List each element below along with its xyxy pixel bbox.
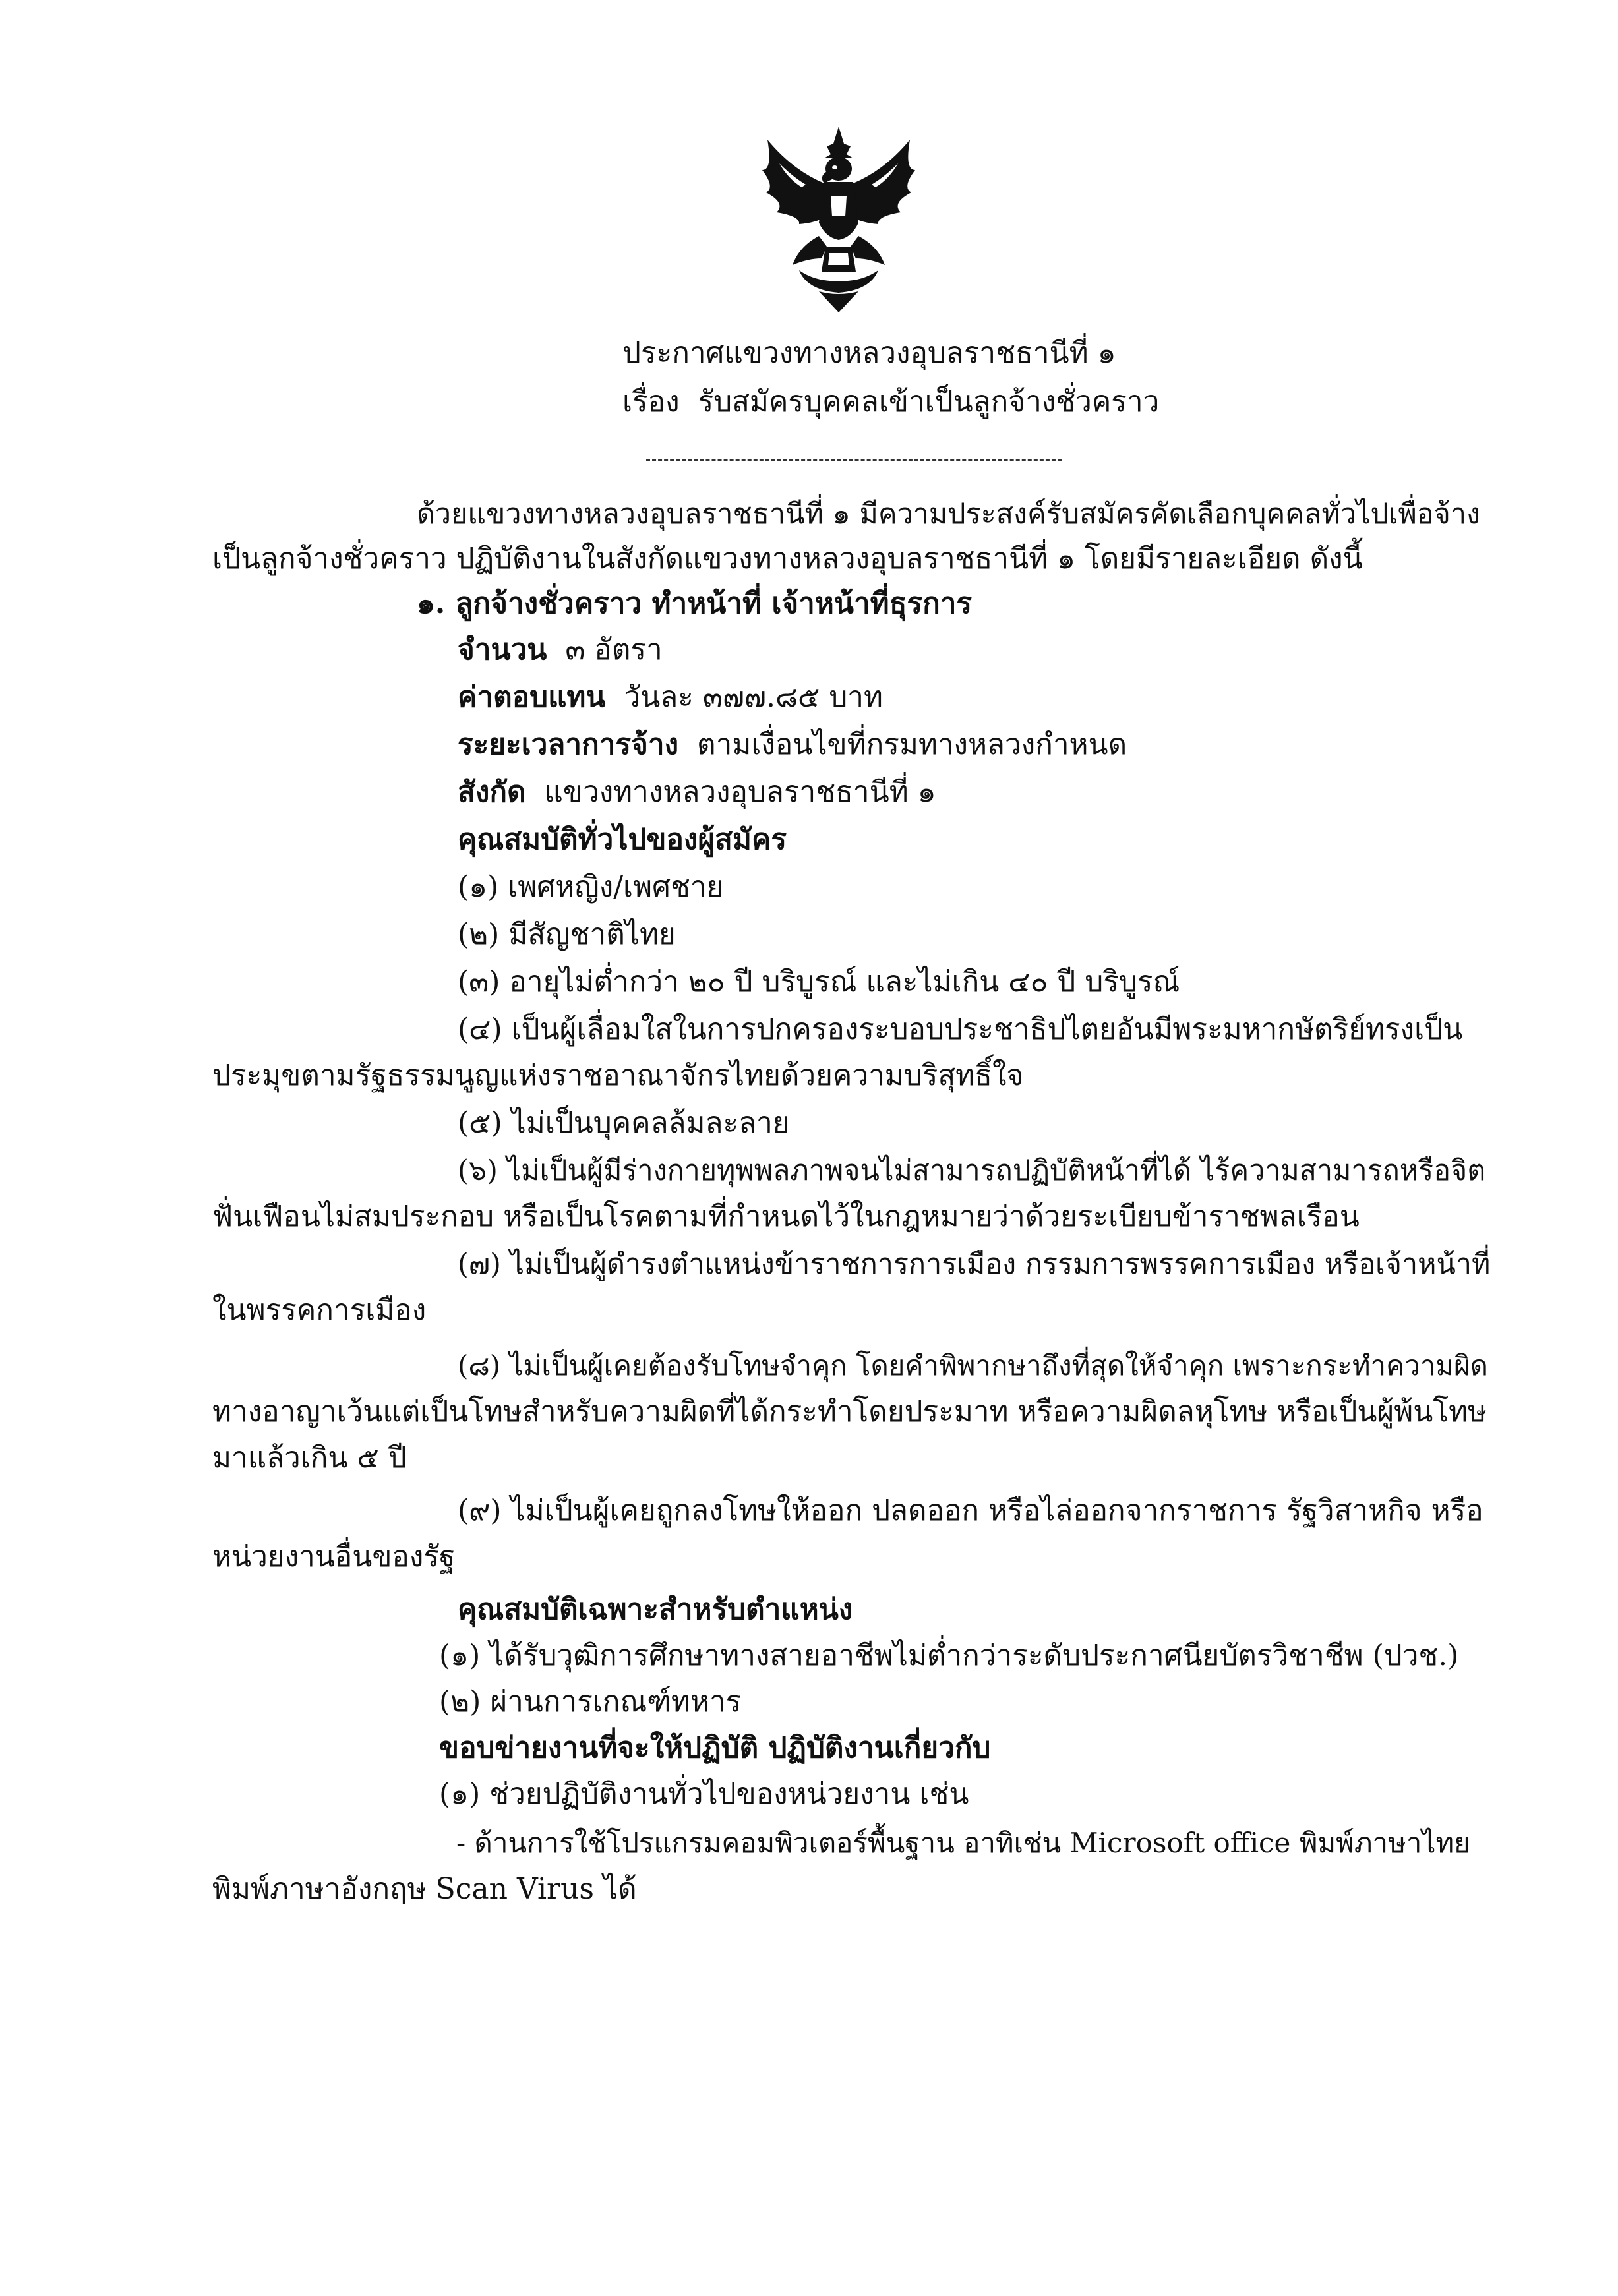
intro-line-1: ด้วยแขวงทางหลวงอุบลราชธานีที่ ๑ มีความประสงค์รับสมัครคัดเลือกบุคคลทั่วไปเพื่อจ้าง xyxy=(417,498,1480,531)
qualification-6-line-2: ฟั่นเฟือนไม่สมประกอบ หรือเป็นโรคตามที่กำหนดไว้ในกฎหมายว่าด้วยระเบียบข้าราชพลเรือน xyxy=(212,1200,1360,1233)
subject-text: รับสมัครบุคคลเข้าเป็นลูกจ้างชั่วคราว xyxy=(698,385,1160,419)
unit-label: สังกัด xyxy=(458,775,526,809)
position-count xyxy=(458,632,663,668)
period-label: ระยะเวลาการจ้าง xyxy=(458,728,679,761)
dashed-divider xyxy=(646,459,1062,461)
position-unit xyxy=(458,774,936,811)
qualification-7-line-2: ในพรรคการเมือง xyxy=(212,1293,427,1327)
position-period xyxy=(458,726,1127,763)
period-value: ตามเงื่อนไขที่กรมทางหลวงกำหนด xyxy=(697,728,1127,761)
position-pay xyxy=(458,679,883,716)
pay-value: วันละ ๓๗๗.๘๕ บาท xyxy=(624,680,883,714)
qualification-8-line-3: มาแล้วเกิน ๕ ปี xyxy=(212,1441,407,1475)
subject-prefix: เรื่อง xyxy=(622,385,680,419)
position-heading: ๑. ลูกจ้างชั่วคราว ทำหน้าที่ เจ้าหน้าที่ธุรการ xyxy=(417,587,973,620)
qualification-9-line-2: หน่วยงานอื่นของรัฐ xyxy=(212,1540,456,1574)
qualification-6-line-1: (๖) ไม่เป็นผู้มีร่างกายทุพพลภาพจนไม่สามารถปฏิบัติหน้าที่ได้ ไร้ความสามารถหรือจิต xyxy=(458,1154,1486,1187)
specific-qualification-1: (๑) ได้รับวุฒิการศึกษาทางสายอาชีพไม่ต่ำกว่าระดับประกาศนียบัตรวิชาชีพ (ปวช.) xyxy=(439,1639,1459,1672)
scope-heading: ขอบข่ายงานที่จะให้ปฏิบัติ ปฏิบัติงานเกี่ยวกับ xyxy=(439,1731,991,1765)
announcement-subject xyxy=(622,384,1159,421)
scope-item-1: (๑) ช่วยปฏิบัติงานทั่วไปของหน่วยงาน เช่น xyxy=(439,1777,969,1811)
qualification-9-line-1: (๙) ไม่เป็นผู้เคยถูกลงโทษให้ออก ปลดออก หรือไล่ออกจากราชการ รัฐวิสาหกิจ หรือ xyxy=(458,1494,1483,1527)
qualification-7-line-1: (๗) ไม่เป็นผู้ดำรงตำแหน่งข้าราชการการเมือง กรรมการพรรคการเมือง หรือเจ้าหน้าที่ xyxy=(458,1248,1491,1281)
garuda-emblem-icon xyxy=(753,124,924,315)
qualification-5: (๕) ไม่เป็นบุคคลล้มละลาย xyxy=(458,1106,790,1140)
qualification-1: (๑) เพศหญิง/เพศชาย xyxy=(458,870,724,904)
qualification-3: (๓) อายุไม่ต่ำกว่า ๒๐ ปี บริบูรณ์ และไม่เกิน ๔๐ ปี บริบูรณ์ xyxy=(458,965,1180,999)
scope-item-1a-line-2: พิมพ์ภาษาอังกฤษ Scan Virus ได้ xyxy=(212,1872,637,1906)
qualification-8-line-2: ทางอาญาเว้นแต่เป็นโทษสำหรับความผิดที่ได้กระทำโดยประมาท หรือความผิดลหุโทษ หรือเป็นผู้พ้นโทษ xyxy=(212,1395,1487,1428)
specific-qualifications-heading: คุณสมบัติเฉพาะสำหรับตำแหน่ง xyxy=(458,1593,853,1626)
scope-item-1a-line-1: - ด้านการใช้โปรแกรมคอมพิวเตอร์พื้นฐาน อาทิเช่น Microsoft office พิมพ์ภาษาไทย xyxy=(456,1827,1470,1859)
general-qualifications-heading: คุณสมบัติทั่วไปของผู้สมัคร xyxy=(458,823,787,856)
specific-qualification-2: (๒) ผ่านการเกณฑ์ทหาร xyxy=(439,1685,742,1719)
unit-value: แขวงทางหลวงอุบลราชธานีที่ ๑ xyxy=(544,775,936,809)
count-value: ๓ อัตรา xyxy=(565,633,663,666)
announcement-title: ประกาศแขวงทางหลวงอุบลราชธานีที่ ๑ xyxy=(622,336,1116,370)
count-label: จำนวน xyxy=(458,633,547,666)
qualification-4-line-2: ประมุขตามรัฐธรรมนูญแห่งราชอาณาจักรไทยด้วยความบริสุทธิ์ใจ xyxy=(212,1059,1024,1092)
intro-line-2: เป็นลูกจ้างชั่วคราว ปฏิบัติงานในสังกัดแขวงทางหลวงอุบลราชธานีที่ ๑ โดยมีรายละเอียด ดังนี้ xyxy=(212,542,1363,575)
qualification-2: (๒) มีสัญชาติไทย xyxy=(458,918,676,951)
qualification-8-line-1: (๘) ไม่เป็นผู้เคยต้องรับโทษจำคุก โดยคำพิพากษาถึงที่สุดให้จำคุก เพราะกระทำความผิด xyxy=(458,1349,1488,1382)
qualification-4-line-1: (๔) เป็นผู้เลื่อมใสในการปกครองระบอบประชาธิปไตยอันมีพระมหากษัตริย์ทรงเป็น xyxy=(458,1013,1463,1046)
pay-label: ค่าตอบแทน xyxy=(458,680,606,714)
